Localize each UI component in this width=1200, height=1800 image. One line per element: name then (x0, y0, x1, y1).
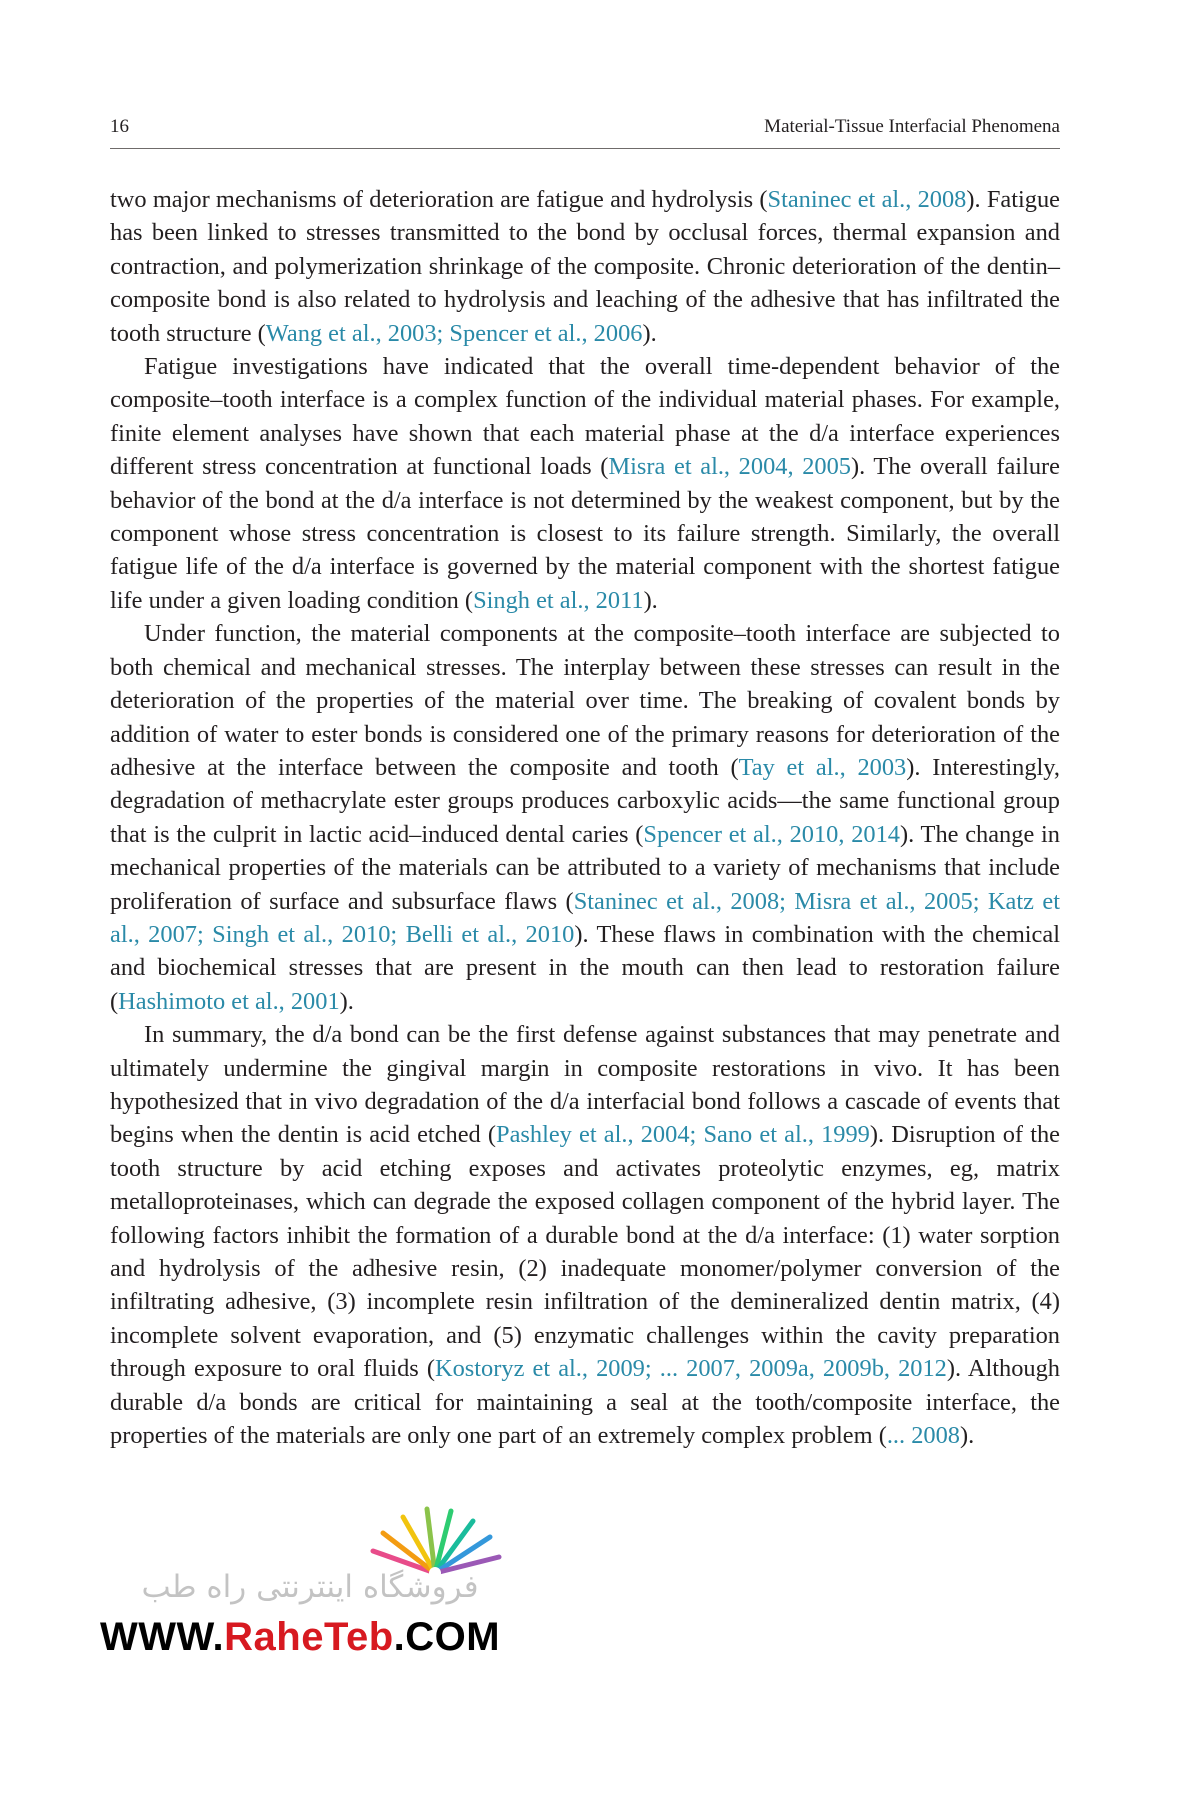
citation-link[interactable]: Staninec et al., 2008; Misra et al., 2005; Katz et al., 2007; Singh et al., 2010; Belli et al., 2010 (110, 887, 1061, 948)
text-run: ). Disruption of the tooth structure by acid etching exposes and activates proteolytic enzymes, eg, matrix metalloproteinases, which can degrade the exposed collagen component of the hybrid layer. The following factors inhibit the formation of a durable bond at the d/a interface: (1) water sorption and hydrolysis of the adhesive resin, (2) inadequate monomer/polymer conversion of the infiltrating adhesive, (3) incomplete resin infiltration of the demineralized dentin matrix, (4) incomplete solvent evaporation, and (5) enzymatic challenges within the cavity preparation through exposure to oral fluids ( (110, 1121, 1060, 1383)
watermark (100, 1505, 520, 1670)
paragraph (110, 617, 1060, 1018)
body-text (110, 183, 1060, 1452)
text-run: ). These flaws in combination with the chemical and biochemical stresses that are present in the mouth can then lead to restoration failure ( (110, 920, 1060, 1015)
citation-link[interactable]: Singh et al., 2011 (473, 586, 644, 614)
citation-link[interactable]: Staninec et al., 2008 (767, 186, 967, 213)
text-run: ). Although durable d/a bonds are critical for maintaining a seal at the tooth/composite interface, the properties of the materials are only one part of an extremely complex problem ( (110, 1355, 1060, 1450)
running-header (110, 114, 1060, 149)
watermark-url-prefix: WWW. (100, 1615, 225, 1659)
citation-link[interactable]: Misra et al., 2004, 2005 (608, 453, 851, 481)
citation-link[interactable]: Wang et al., 2003; Spencer et al., 2006 (265, 319, 643, 347)
citation-link[interactable]: Kostoryz et al., 2009; ... 2007, 2009a, 2009b, 2012 (434, 1355, 947, 1383)
text-run: ). The overall failure behavior of the bond at the d/a interface is not determined by the weakest component, but by the component whose stress concentration is closest to its failure strength. Similarly, the overall fatigue life of the d/a interface is governed by the material component with the shortest fatigue life under a given loading condition ( (110, 453, 1061, 614)
text-run: ). (643, 586, 658, 614)
text-run: Under function, the material components at the composite–tooth interface are subjected to both chemical and mechanical stresses. The interplay between these stresses can result in the deterioration of the properties of the material over time. The breaking of covalent bonds by addition of water to ester bonds is considered one of the primary reasons for deterioration of the adhesive at the interface between the composite and tooth ( (110, 620, 1060, 781)
paragraph (110, 183, 1060, 350)
citation-link[interactable]: Spencer et al., 2010, 2014 (643, 820, 901, 848)
text-run: Fatigue investigations have indicated that the overall time-dependent behavior of the composite–tooth interface is a complex function of the individual material phases. For example, finite element analyses have shown that each material phase at the d/a interface experiences different stress concentration at functional loads ( (110, 353, 1060, 481)
citation-link[interactable]: Hashimoto et al., 2001 (118, 987, 340, 1015)
text-run: ). (960, 1422, 975, 1450)
text-run: ). (642, 319, 657, 347)
text-run: ). (339, 987, 354, 1015)
text-run: ). The change in mechanical properties of the materials can be attributed to a variety of mechanisms that include proliferation of surface and subsurface flaws ( (110, 820, 1060, 915)
citation-link[interactable]: Tay et al., 2003 (738, 753, 907, 781)
text-run: ). Interestingly, degradation of methacrylate ester groups produces carboxylic acids—the same functional group that is the culprit in lactic acid–induced dental caries ( (110, 753, 1060, 848)
text-run: ). Fatigue has been linked to stresses transmitted to the bond by occlusal forces, thermal expansion and contraction, and polymerization shrinkage of the composite. Chronic deterioration of the dentin–composite bond is also related to hydrolysis and leaching of the adhesive that has infiltrated the tooth structure ( (110, 186, 1060, 347)
paragraph (110, 1018, 1060, 1452)
page-number: 16 (110, 116, 129, 137)
paragraph (110, 350, 1060, 617)
text-run: In summary, the d/a bond can be the first defense against substances that may penetrate and ultimately undermine the gingival margin in composite restorations in vivo. It has been hypothesized that in vivo degradation of the d/a interfacial bond follows a cascade of events that begins when the dentin is acid etched ( (110, 1021, 1060, 1149)
citation-link[interactable]: ... 2008 (886, 1422, 960, 1450)
running-title: Material-Tissue Interfacial Phenomena (764, 116, 1060, 137)
watermark-url (100, 1615, 500, 1660)
watermark-persian-text: فروشگاه اینترنتی راه طب (141, 1569, 479, 1605)
citation-link[interactable]: Pashley et al., 2004; Sano et al., 1999 (496, 1121, 870, 1149)
rainbow-fan-logo-icon (360, 1505, 510, 1575)
watermark-url-suffix: .COM (393, 1615, 501, 1659)
watermark-url-brand: RaheTeb (224, 1615, 394, 1659)
text-run: two major mechanisms of deterioration are fatigue and hydrolysis ( (110, 186, 768, 213)
